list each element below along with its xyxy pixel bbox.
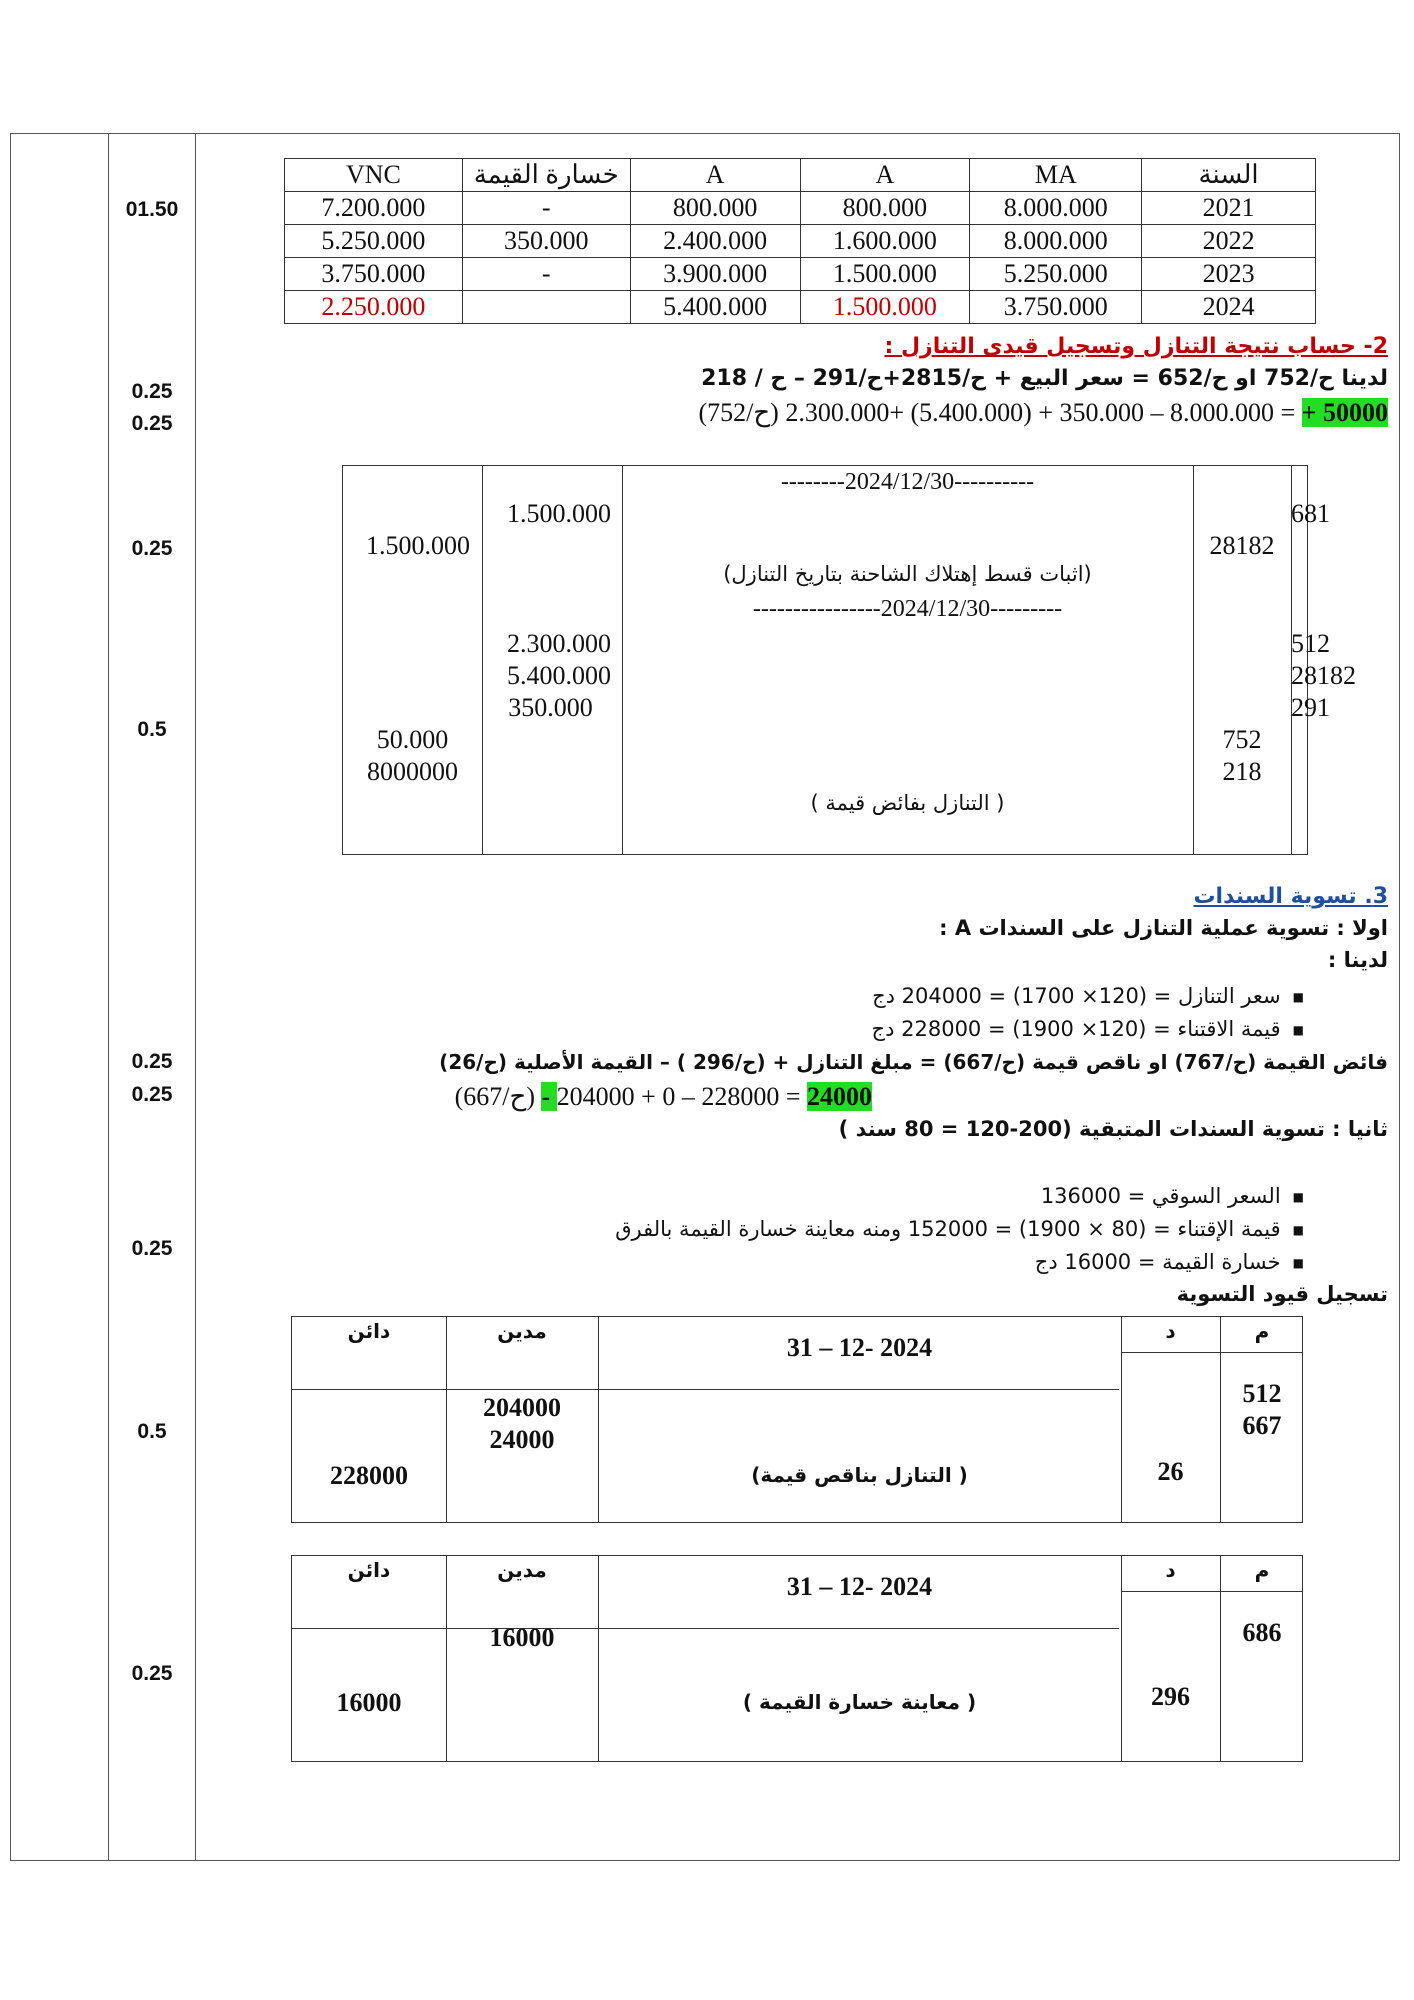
cell: - — [462, 192, 630, 225]
section3-second-heading: ثانيا : تسوية السندات المتبقية (200-120 = 80 سند ) — [838, 1117, 1388, 1141]
debit-amount: 24000 — [489, 1425, 555, 1454]
debit-account: 291 — [1291, 693, 1330, 722]
debit-account: 512 — [1242, 1379, 1282, 1408]
cell: 5.400.000 — [630, 291, 800, 324]
credit-amount: 50.000 — [376, 725, 449, 754]
journal-entry-2 — [291, 1316, 1303, 1523]
debit-account: 667 — [1242, 1411, 1282, 1440]
score: 0.25 — [131, 1083, 173, 1106]
cell: 2.400.000 — [630, 225, 800, 258]
header-amort: A — [800, 159, 970, 192]
score: 0.25 — [131, 1050, 173, 1073]
credit-account: 752 — [1222, 725, 1262, 754]
entry-description: (اثبات قسط إهتلاك الشاحنة بتاريخ التنازل) — [723, 562, 1092, 586]
credit-amount: 8000000 — [367, 757, 458, 786]
calc-account: (ح/667) — [454, 1082, 535, 1111]
header-debit-col: م — [1254, 1558, 1270, 1582]
debit-amount: 5.400.000 — [507, 661, 611, 690]
entry-description: ( التنازل بفائض قيمة ) — [810, 791, 1005, 815]
cell: 3.750.000 — [970, 291, 1142, 324]
calc-account: (ح/752) — [698, 398, 779, 427]
table-header-row — [285, 159, 1316, 192]
header-ma: MA — [970, 159, 1142, 192]
calc-result: 50000 + — [1301, 398, 1388, 427]
section3-title: 3. تسوية السندات — [1193, 884, 1388, 909]
cell: 1.500.000 — [800, 258, 970, 291]
amortization-table — [284, 158, 1316, 324]
cell: 2024 — [1142, 291, 1316, 324]
header-loss: خسارة القيمة — [462, 159, 630, 192]
score: 0.25 — [131, 412, 173, 435]
entry-description: ( معاينة خسارة القيمة ) — [742, 1690, 977, 1714]
header-debit-amount: مدين — [497, 1319, 547, 1343]
debit-account: 28182 — [1291, 661, 1356, 690]
cell: 2021 — [1142, 192, 1316, 225]
cell: 3.900.000 — [630, 258, 800, 291]
calc-main: = 228000 – 0 + 204000 — [556, 1082, 801, 1111]
record-entries-heading: تسجيل قيود التسوية — [1176, 1282, 1388, 1306]
sale-price-item: ■ سعر التنازل = (120× 1700) = 204000 دج — [872, 984, 1304, 1008]
cell: 5.250.000 — [285, 225, 463, 258]
debit-amount: 204000 — [483, 1393, 561, 1422]
cell: 2.250.000 — [285, 291, 463, 324]
table-row — [285, 225, 1316, 258]
header-credit-amount: دائن — [347, 1558, 391, 1582]
calc-main: = 8.000.000 – 350.000 + (5.400.000) +2.300.000 — [785, 398, 1296, 427]
column-divider — [108, 133, 109, 1861]
credit-amount: 16000 — [336, 1688, 402, 1717]
score: 0.25 — [131, 380, 173, 403]
cell: 8.000.000 — [970, 225, 1142, 258]
debit-account: 686 — [1242, 1618, 1282, 1647]
entry-date: ----------------2024/12/30--------- — [752, 596, 1063, 622]
header-year: السنة — [1142, 159, 1316, 192]
journal-entry-1 — [342, 465, 1356, 855]
debit-amount: 350.000 — [508, 693, 593, 722]
debit-amount: 2.300.000 — [507, 629, 611, 658]
market-price-item: ■ السعر السوقي = 136000 — [1041, 1184, 1304, 1208]
score: 0.25 — [131, 1237, 173, 1260]
entry-date: --------2024/12/30---------- — [780, 469, 1035, 495]
section2-formula: لدينا ح/752 او ح/652 = سعر البيع + ح/2815+ح/291 – ح / 218 — [701, 366, 1388, 391]
header-debit-col: م — [1254, 1319, 1270, 1343]
credit-account: 296 — [1151, 1682, 1190, 1711]
table-row — [285, 258, 1316, 291]
debit-account: 512 — [1291, 629, 1330, 658]
section3-calculation — [455, 1082, 872, 1112]
cell: 2022 — [1142, 225, 1316, 258]
debit-account: 681 — [1291, 499, 1330, 528]
header-vnc: VNC — [285, 159, 463, 192]
score: 0.25 — [131, 1662, 173, 1685]
credit-account: 28182 — [1209, 531, 1275, 560]
cell: 350.000 — [462, 225, 630, 258]
section2-calculation — [698, 398, 1388, 428]
entry-description: ( التنازل بناقص قيمة) — [751, 1463, 968, 1487]
cell: 1.500.000 — [800, 291, 970, 324]
table-row — [285, 291, 1316, 324]
score: 0.5 — [137, 718, 167, 741]
section3-first-heading: اولا : تسوية عملية التنازل على السندات A : — [939, 916, 1388, 940]
journal-entry-3 — [291, 1555, 1303, 1762]
cell: 800.000 — [630, 192, 800, 225]
cell: - — [462, 258, 630, 291]
entry-date: 31 – 12- 2024 — [786, 1572, 933, 1601]
header-credit-col: د — [1165, 1319, 1176, 1343]
score: 0.25 — [131, 537, 173, 560]
entry-date: 31 – 12- 2024 — [786, 1333, 933, 1362]
cell: 7.200.000 — [285, 192, 463, 225]
header-credit-col: د — [1165, 1558, 1176, 1582]
calc-result: - 24000 — [541, 1082, 872, 1111]
section2-title: 2- حساب نتيجة التنازل وتسجيل قيدى التنازل : — [884, 334, 1388, 359]
header-credit-amount: دائن — [347, 1319, 391, 1343]
debit-amount: 16000 — [489, 1623, 555, 1652]
section3-formula: فائض القيمة (ح/767) او ناقص قيمة (ح/667) = مبلغ التنازل + (ح/296 ) – القيمة الأصلية (ح/26) — [439, 1050, 1388, 1074]
cell: 1.600.000 — [800, 225, 970, 258]
credit-amount: 1.500.000 — [366, 531, 470, 560]
cell: 800.000 — [800, 192, 970, 225]
credit-account: 218 — [1222, 757, 1262, 786]
cell: 5.250.000 — [970, 258, 1142, 291]
cell: 3.750.000 — [285, 258, 463, 291]
header-debit-amount: مدين — [497, 1558, 547, 1582]
cell: 2023 — [1142, 258, 1316, 291]
header-cum-amort: A — [630, 159, 800, 192]
cell — [462, 291, 630, 324]
score: 01.50 — [125, 198, 179, 221]
cell: 8.000.000 — [970, 192, 1142, 225]
acquisition-value-item: ■ قيمة الاقتناء = (120× 1900) = 228000 دج — [872, 1017, 1304, 1041]
value-loss-item: ■ خسارة القيمة = 16000 دج — [1035, 1250, 1304, 1274]
score: 0.5 — [137, 1420, 167, 1443]
acquisition-value-item: ■ قيمة الإقتناء = (80 × 1900) = 152000 ومنه معاينة خسارة القيمة بالفرق — [615, 1217, 1304, 1241]
table-row — [285, 192, 1316, 225]
debit-amount: 1.500.000 — [507, 499, 611, 528]
credit-account: 26 — [1157, 1457, 1184, 1486]
credit-amount: 228000 — [330, 1461, 408, 1490]
section3-have: لدينا : — [1327, 948, 1388, 972]
column-divider — [195, 133, 196, 1861]
